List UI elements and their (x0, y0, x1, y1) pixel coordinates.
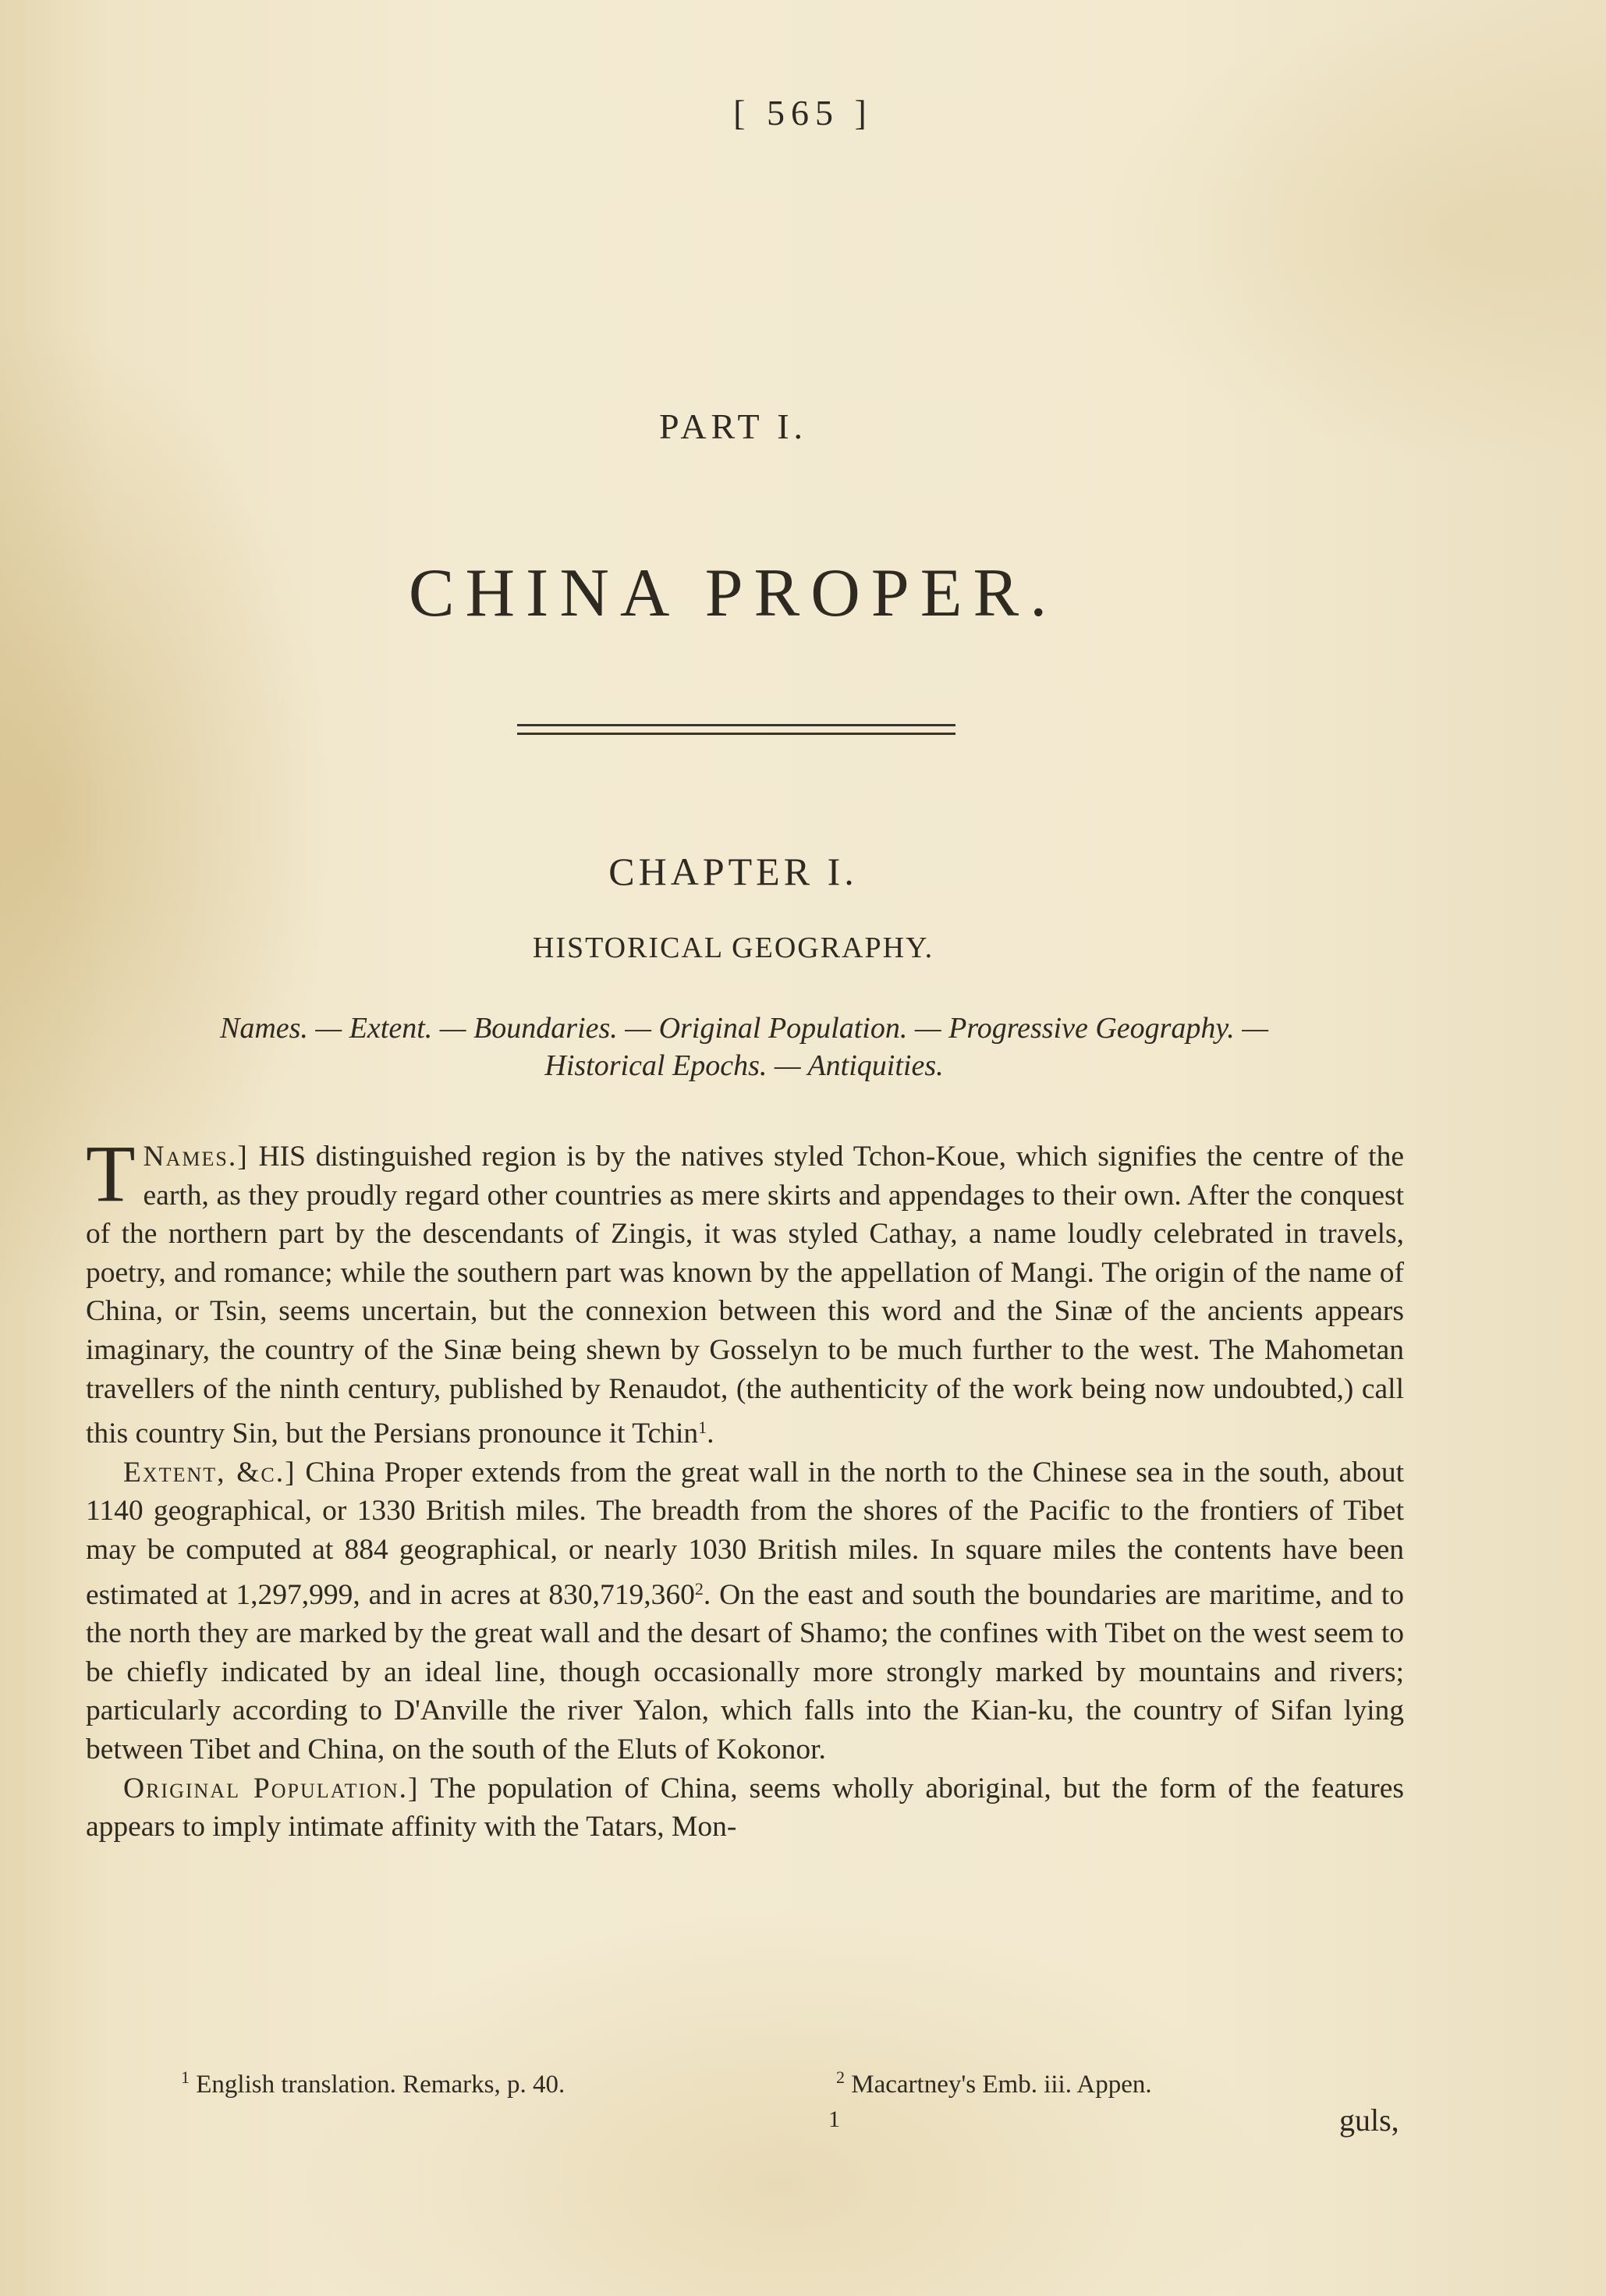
catchword: guls, (1339, 2103, 1399, 2138)
paragraph-text: China Proper extends from the great wall in the north to the Chinese sea in the south, about 1140 geographical, or 1330 British miles. The breadth from the shores of the Pacific to the frontiers of Tibet may be computed at 884 geographical, or nearly 1030 British miles. In square miles the contents have been estimated at 1,297,999, and in acres at 830,719,360 (86, 1456, 1404, 1611)
body-text (86, 1129, 1404, 1847)
footnote-2: $^2$ Macartney's Emb. iii. Appen. (836, 2067, 1152, 2099)
paragraph-text: HIS distinguished region is by the natives styled Tchon-Koue, which signifies the centre of the earth, as they proudly regard other countries as mere skirts and appendages to their own. After the conquest of the northern part by the descendants of Zingis, it was styled Cathay, a name loudly celebrated in travels, poetry, and romance; while the southern part was known by the appellation of Mangi. The origin of the name of China, or Tsin, seems uncertain, but the connexion between this word and the Sinæ of the ancients appears imaginary, the country of the Sinæ being shewn by Gosselyn to be much further to the west. The Mahometan travellers of the ninth century, published by Renaudot, (the authenticity of the work being now undoubted,) call this country Sin, but the Persians pronounce it Tchin (86, 1141, 1404, 1450)
chapter-subtitle: HISTORICAL GEOGRAPHY. (532, 932, 934, 964)
drop-cap: T (86, 1129, 136, 1219)
footnote-ref-2: 2 (694, 1578, 704, 1599)
chapter-topics (84, 1010, 1404, 1084)
chapter-heading: CHAPTER I. (608, 850, 858, 893)
sidenote-extent: Extent, &c.] (123, 1456, 296, 1489)
paragraph-text: . On the east and south the boundaries are maritime, and to the north they are marked by the great wall and the desart of Shamo; the confines with Tibet on the west seem to be chiefly indicated by an ideal line, though occasionally more strongly marked by mountains and rivers; particularly according to D'Anville the river Yalon, which falls into the Kian-ku, the country of Sifan lying between Tibet and China, on the south of the Eluts of Kokonor. (86, 1578, 1404, 1765)
part-heading: PART I. (658, 406, 808, 446)
sidenote-population: Original Population.] (123, 1772, 420, 1805)
page-number: [ 565 ] (733, 93, 873, 133)
footnote-ref-1: 1 (698, 1418, 707, 1438)
page-title: CHINA PROPER. (408, 555, 1058, 631)
double-rule-divider (517, 724, 955, 735)
footnote-1: $^1$ English translation. Remarks, p. 40. (181, 2067, 565, 2099)
topics-line-2: Historical Epochs. — Antiquities. (544, 1049, 944, 1082)
paragraph-names: Names.] T HIS distinguished region is by the natives styled Tchon-Koue, which signifies the centre of the earth, as they proudly regard other countries as mere skirts and appendages to their own. After the conquest of the northern part by the descendants of Zingis, it was styled Cathay, a name loudly celebrated in travels, poetry, and romance; while the southern part was known by the appellation of Mangi. The origin of the name of China, or Tsin, seems uncertain, but the connexion between this word and the Sinæ of the ancients appears imaginary, the country of the Sinæ being shewn by Gosselyn to be much further to the west. The Mahometan travellers of the ninth century, published by Renaudot, (the authenticity of the work being now undoubted,) call this country Sin, but the Persians pronounce it Tchin$^1$. (86, 1129, 1404, 1450)
paragraph-text: The population of China, seems wholly aboriginal, but the form of the features appears to imply intimate affinity with the Tatars, Mon- (86, 1772, 1404, 1844)
topics-line-1: Names. — Extent. — Boundaries. — Original Population. — Progressive Geography. — (219, 1012, 1268, 1045)
signature-mark: 1 (828, 2106, 840, 2132)
paragraph-population (86, 1769, 1404, 1847)
sidenote-names: Names.] (143, 1141, 249, 1173)
paragraph-extent (86, 1453, 1404, 1769)
footnotes (0, 2067, 1606, 2106)
